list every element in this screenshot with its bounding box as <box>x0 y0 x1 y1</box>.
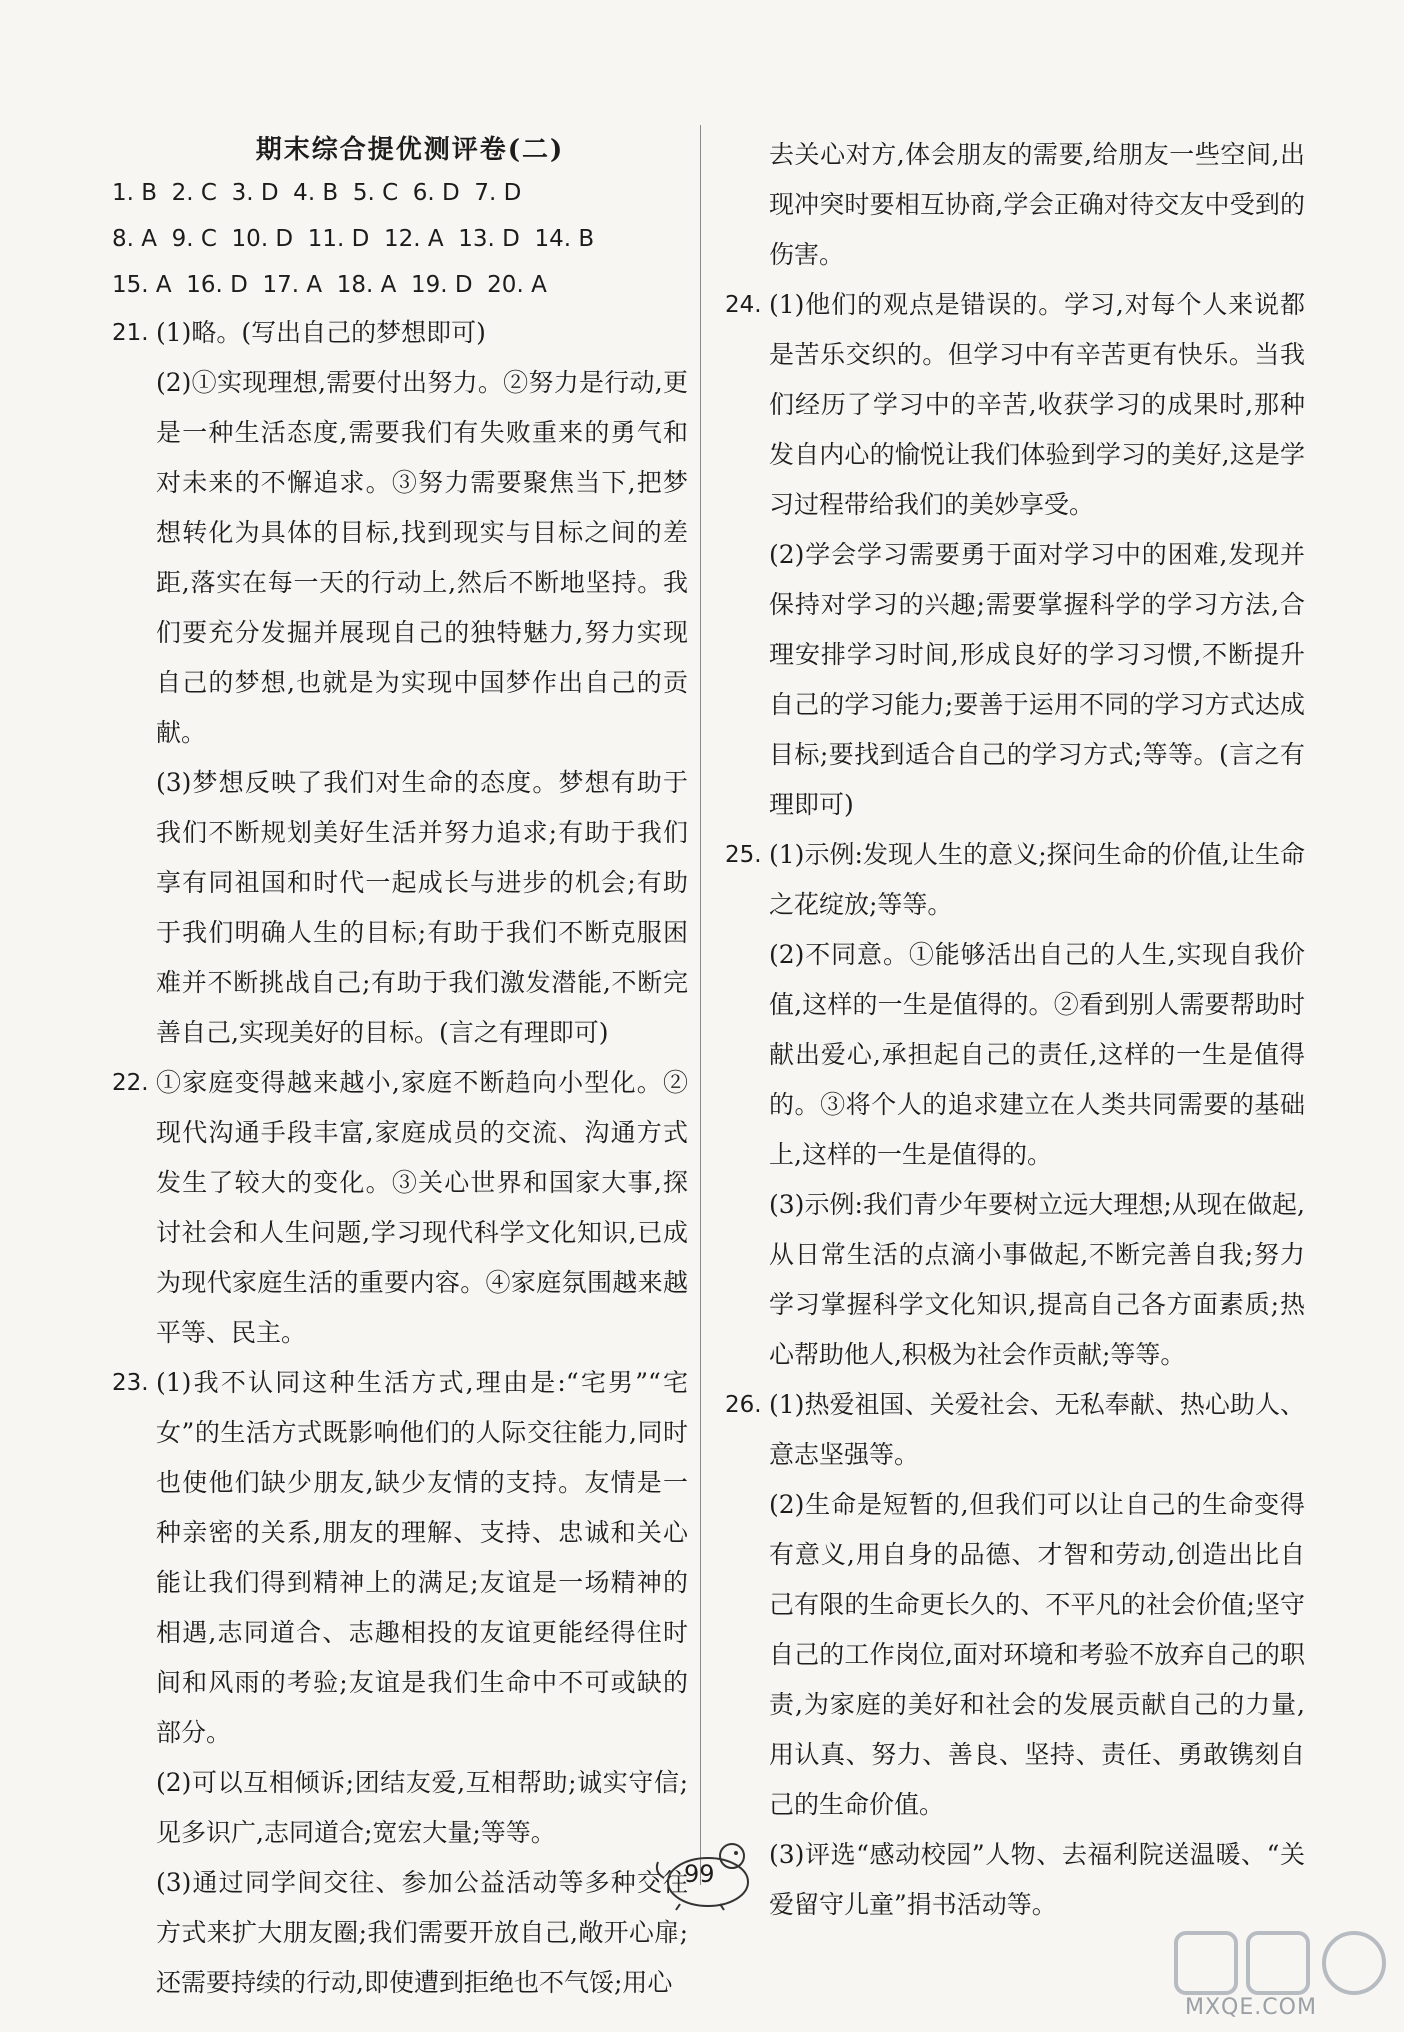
answer-part: (1)示例:发现人生的意义;探问生命的价值,让生命之花绽放;等等。 <box>769 840 1305 919</box>
question-23-continued <box>725 130 1305 280</box>
answer-part: (2)生命是短暂的,但我们可以让自己的生命变得有意义,用自身的品德、才智和劳动,创造出比自己有限的生命更长久的、不平凡的社会价值;坚守自己的工作岗位,面对环境和考验不放弃自己的职责,为家庭的美好和社会的发展贡献自己的力量,用认真、努力、善良、坚持、责任、勇敢镌刻自己的生命价值。 <box>769 1490 1305 1819</box>
page-number-badge <box>650 1838 760 1912</box>
answer-part: ①家庭变得越来越小,家庭不断趋向小型化。②现代沟通手段丰富,家庭成员的交流、沟通方式发生了较大的变化。③关心世界和国家大事,探讨社会和人生问题,学习现代科学文化知识,已成为现代家庭生活的重要内容。④家庭氛围越来越平等、民主。 <box>156 1068 688 1347</box>
question-26 <box>725 1380 1305 1930</box>
question-25 <box>725 830 1305 1380</box>
watermark-text: MXQE.COM <box>1185 1995 1317 2020</box>
answer-part: 去关心对方,体会朋友的需要,给朋友一些空间,出现冲突时要相互协商,学会正确对待交友中受到的伤害。 <box>769 140 1305 269</box>
question-number: 26. <box>725 1392 762 1418</box>
answer-part: (2)学会学习需要勇于面对学习中的困难,发现并保持对学习的兴趣;需要掌握科学的学习方法,合理安排学习时间,形成良好的学习习惯,不断提升自己的学习能力;要善于运用不同的学习方式达成目标;要找到适合自己的学习方式;等等。(言之有理即可) <box>769 540 1305 819</box>
mc-answers-line-3: 15. A 16. D 17. A 18. A 19. D 20. A <box>112 272 547 298</box>
page-number: 99 <box>684 1860 715 1888</box>
question-number: 21. <box>112 320 149 346</box>
question-23 <box>112 1358 688 2008</box>
answer-part: (1)他们的观点是错误的。学习,对每个人来说都是苦乐交织的。但学习中有辛苦更有快乐。当我们经历了学习中的辛苦,收获学习的成果时,那种发自内心的愉悦让我们体验到学习的美好,这是学习过程带给我们的美妙享受。 <box>769 290 1305 519</box>
answer-part: (2)可以互相倾诉;团结友爱,互相帮助;诚实守信;见多识广,志同道合;宽宏大量;等等。 <box>156 1768 688 1847</box>
question-number: 23. <box>112 1370 149 1396</box>
page-title: 期末综合提优测评卷(二) <box>255 135 565 165</box>
left-column <box>112 130 688 2008</box>
answer-part: (3)示例:我们青少年要树立远大理想;从现在做起,从日常生活的点滴小事做起,不断完善自我;努力学习掌握科学文化知识,提高自己各方面素质;热心帮助他人,积极为社会作贡献;等等。 <box>769 1190 1305 1369</box>
mc-answers-line-1: 1. B 2. C 3. D 4. B 5. C 6. D 7. D <box>112 180 522 206</box>
answer-part: (1)略。(写出自己的梦想即可) <box>156 318 486 347</box>
question-number: 24. <box>725 292 762 318</box>
right-column <box>725 130 1305 1930</box>
answer-part: (2)①实现理想,需要付出努力。②努力是行动,更是一种生活态度,需要我们有失败重来的勇气和对未来的不懈追求。③努力需要聚焦当下,把梦想转化为具体的目标,找到现实与目标之间的差距,落实在每一天的行动上,然后不断地坚持。我们要充分发掘并展现自己的独特魅力,努力实现自己的梦想,也就是为实现中国梦作出自己的贡献。 <box>156 368 688 747</box>
question-number: 25. <box>725 842 762 868</box>
question-number: 22. <box>112 1070 149 1096</box>
answer-part: (3)通过同学间交往、参加公益活动等多种交往方式来扩大朋友圈;我们需要开放自己,敞开心扉;还需要持续的行动,即使遭到拒绝也不气馁;用心 <box>156 1868 688 1997</box>
answer-part: (2)不同意。①能够活出自己的人生,实现自我价值,这样的一生是值得的。②看到别人需要帮助时献出爱心,承担起自己的责任,这样的一生是值得的。③将个人的追求建立在人类共同需要的基础上,这样的一生是值得的。 <box>769 940 1305 1169</box>
mc-answers-line-2: 8. A 9. C 10. D 11. D 12. A 13. D 14. B <box>112 226 595 252</box>
column-divider <box>700 125 701 1885</box>
question-22 <box>112 1058 688 1358</box>
answer-part: (1)热爱祖国、关爱社会、无私奉献、热心助人、意志坚强等。 <box>769 1390 1305 1469</box>
answer-part: (3)评选“感动校园”人物、去福利院送温暖、“关爱留守儿童”捐书活动等。 <box>769 1840 1305 1919</box>
answer-part: (3)梦想反映了我们对生命的态度。梦想有助于我们不断规划美好生活并努力追求;有助于我们享有同祖国和时代一起成长与进步的机会;有助于我们明确人生的目标;有助于我们不断克服困难并不断挑战自己;有助于我们激发潜能,不断完善自己,实现美好的目标。(言之有理即可) <box>156 768 688 1047</box>
answer-part: (1)我不认同这种生活方式,理由是:“宅男”“宅女”的生活方式既影响他们的人际交往能力,同时也使他们缺少朋友,缺少友情的支持。友情是一种亲密的关系,朋友的理解、支持、忠诚和关心能让我们得到精神上的满足;友谊是一场精神的相遇,志同道合、志趣相投的友谊更能经得住时间和风雨的考验;友谊是我们生命中不可或缺的部分。 <box>156 1368 688 1747</box>
question-21 <box>112 308 688 1058</box>
question-24 <box>725 280 1305 830</box>
